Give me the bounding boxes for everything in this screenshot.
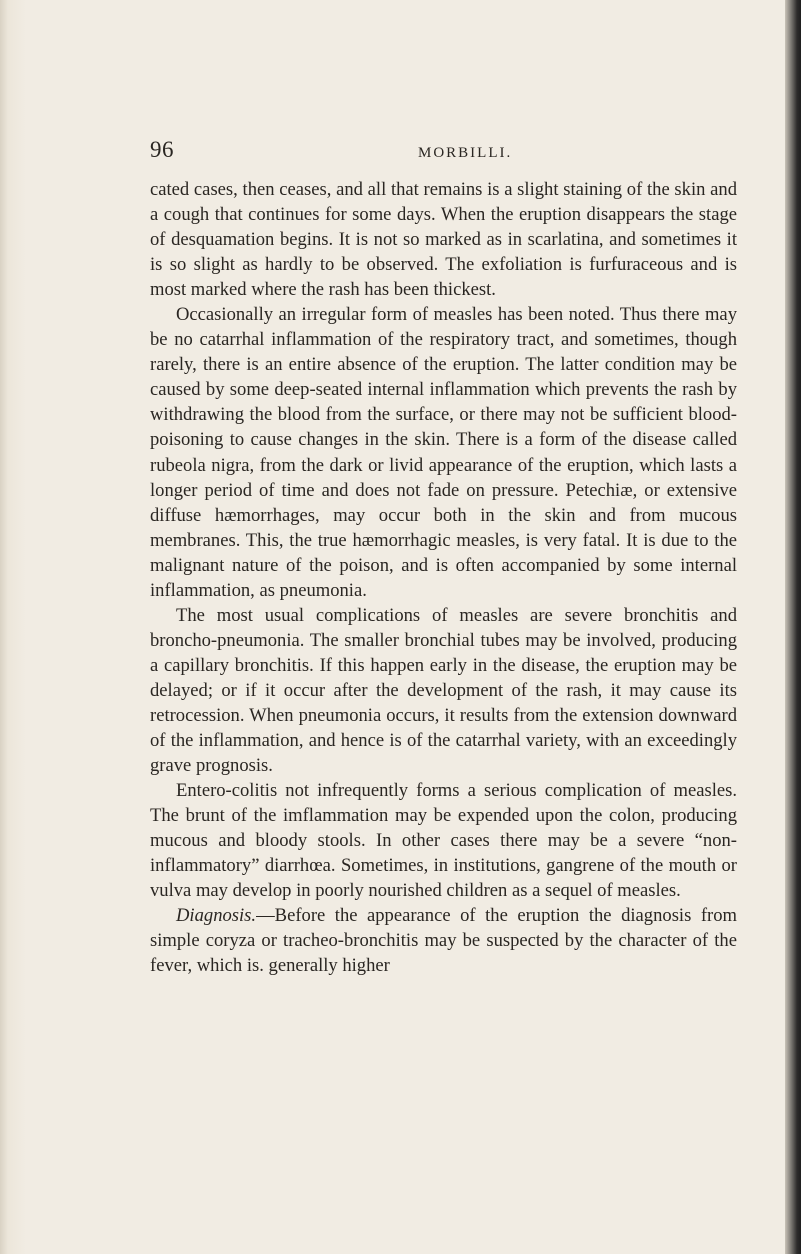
paragraph-2: Occasionally an irregular form of measles has been noted. Thus there may be no catarrhal inflammation of the respiratory tract, and sometimes, though rarely, there is an entire absence of the eruption. The latter condition may be caused by some deep-seated internal inflammation which prevents the rash by withdrawing the blood from the surface, or there may not be sufficient blood-poisoning to cause changes in the skin. There is a form of the disease called rubeola nigra, from the dark or livid appearance of the eruption, which lasts a longer period of time and does not fade on pressure. Petechiæ, or extensive diffuse hæmorrhages, may occur both in the skin and from mucous membranes. This, the true hæmorrhagic measles, is very fatal. It is due to the malignant nature of the poison, and is often accompanied by some internal inflammation, as pneumonia. bbox=[150, 304, 737, 601]
paragraph-4: Entero-colitis not infrequently forms a serious complication of measles. The brunt of the imflammation may be expended upon the colon, producing mucous and bloody stools. In other cases there may be a severe “non-inflammatory” diarrhœa. Sometimes, in institutions, gangrene of the mouth or vulva may develop in poorly nourished children as a sequel of measles. bbox=[150, 780, 737, 902]
body-text bbox=[150, 177, 737, 979]
page-header bbox=[150, 137, 730, 177]
diagnosis-heading: Diagnosis. bbox=[176, 905, 257, 927]
page-number: 96 bbox=[150, 137, 174, 162]
paragraph-5 bbox=[150, 903, 737, 978]
paragraph-5-text: —Before the appearance of the eruption the diagnosis from simple coryza or tracheo-bronchitis may be suspected by the character of the fever, which is. generally higher bbox=[150, 905, 737, 977]
running-head: MORBILLI. bbox=[418, 145, 513, 161]
paragraph-1: cated cases, then ceases, and all that remains is a slight staining of the skin and a cough that continues for some days. When the eruption disappears the stage of desquamation begins. It is not so marked as in scarlatina, and sometimes it is so slight as hardly to be observed. The exfoliation is furfuraceous and is most marked where the rash has been thickest. bbox=[150, 179, 737, 301]
paragraph-3: The most usual complications of measles are severe bronchitis and broncho-pneumonia. The smaller bronchial tubes may be involved, producing a capillary bronchitis. If this happen early in the disease, the eruption may be delayed; or if it occur after the development of the rash, it may cause its retrocession. When pneumonia occurs, it results from the extension downward of the inflammation, and hence is of the catarrhal variety, with an exceedingly grave prognosis. bbox=[150, 604, 737, 777]
